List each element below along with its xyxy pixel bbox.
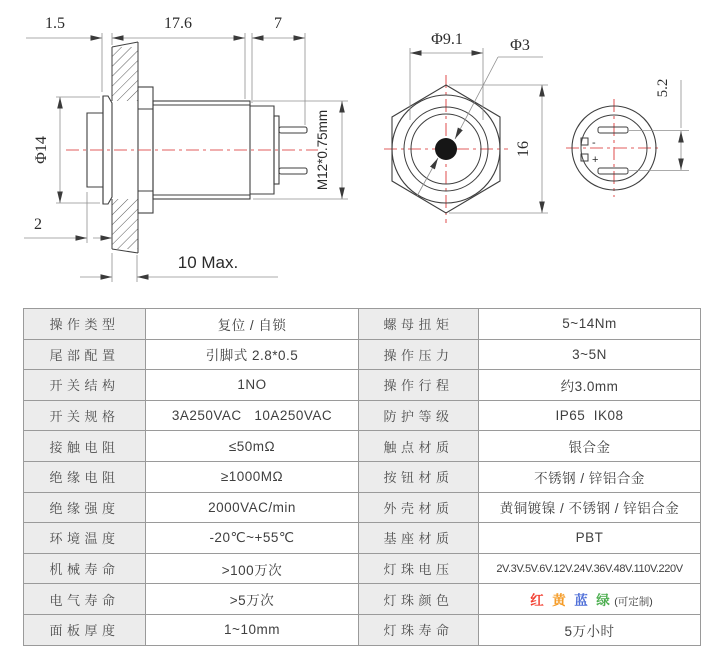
terminal-pin-top [279, 127, 307, 133]
spec-value-cell: >100万次 [146, 553, 359, 584]
spec-label-cell: 外壳材质 [359, 492, 479, 523]
dim-5-2: 5.2 [655, 78, 671, 98]
spec-row [24, 309, 701, 340]
rear-view-drawing [566, 79, 689, 197]
spec-value-cell: 5~14Nm [479, 309, 701, 340]
dim-1-5: 1.5 [45, 15, 65, 32]
spec-label-cell: 操作行程 [359, 370, 479, 401]
spec-value-cell: 3A250VAC 10A250VAC [146, 400, 359, 431]
spec-label-cell: 电气寿命 [24, 584, 146, 615]
spec-value-cell: 引脚式 2.8*0.5 [146, 339, 359, 370]
spec-row [24, 492, 701, 523]
spec-value-cell: 复位 / 自锁 [146, 309, 359, 340]
spec-value-cell: 1NO [146, 370, 359, 401]
terminal-pin-bottom [279, 168, 307, 174]
spec-value-cell: ≥1000MΩ [146, 461, 359, 492]
spec-value-cell: ≤50mΩ [146, 431, 359, 462]
spec-label-cell: 按钮材质 [359, 461, 479, 492]
spec-row [24, 400, 701, 431]
spec-value-cell: 5万小时 [479, 614, 701, 645]
led-color-option: 蓝 [574, 593, 589, 609]
polarity-plus-label: + [592, 154, 599, 166]
led-color-note: (可定制) [614, 596, 653, 609]
spec-table-body [24, 309, 701, 646]
spec-value-cell: 不锈钢 / 锌铝合金 [479, 461, 701, 492]
spec-row [24, 523, 701, 554]
polarity-minus-label: - [592, 137, 596, 149]
spec-label-cell: 开关规格 [24, 400, 146, 431]
dim-16: 16 [515, 141, 532, 157]
spec-label-cell: 灯珠颜色 [359, 584, 479, 615]
spec-value-cell: 2V.3V.5V.6V.12V.24V.36V.48V.110V.220V [479, 553, 701, 584]
spec-value-cell: 黄铜镀镍 / 不锈钢 / 锌铝合金 [479, 492, 701, 523]
dim-7: 7 [274, 15, 282, 32]
spec-label-cell: 灯珠寿命 [359, 614, 479, 645]
dim-2: 2 [34, 216, 42, 233]
dim-phi14: Φ14 [33, 136, 50, 164]
spec-label-cell: 螺母扭矩 [359, 309, 479, 340]
spec-label-cell: 绝缘电阻 [24, 461, 146, 492]
spec-row [24, 584, 701, 615]
spec-label-cell: 触点材质 [359, 431, 479, 462]
spec-label-cell: 灯珠电压 [359, 553, 479, 584]
spec-value-cell: 约3.0mm [479, 370, 701, 401]
spec-value-cell: 2000VAC/min [146, 492, 359, 523]
spec-label-cell: 操作类型 [24, 309, 146, 340]
side-view-drawing [24, 15, 348, 282]
rear-pin-top [598, 127, 628, 133]
dim-thread-m12: M12*0.75mm [315, 109, 330, 191]
led-color-option: 绿 [596, 593, 611, 609]
spec-label-cell: 机械寿命 [24, 553, 146, 584]
led-dot [435, 138, 457, 160]
dim-phi3: Φ3 [510, 37, 530, 54]
spec-label-cell: 尾部配置 [24, 339, 146, 370]
spec-row [24, 553, 701, 584]
spec-label-cell: 操作压力 [359, 339, 479, 370]
spec-row [24, 370, 701, 401]
led-color-option: 黄 [552, 593, 567, 609]
spec-value-cell: 3~5N [479, 339, 701, 370]
spec-label-cell: 接触电阻 [24, 431, 146, 462]
spec-row [24, 614, 701, 645]
spec-value-cell: PBT [479, 523, 701, 554]
spec-label-cell: 基座材质 [359, 523, 479, 554]
spec-row [24, 339, 701, 370]
spec-label-cell: 防护等级 [359, 400, 479, 431]
dim-17-6: 17.6 [164, 15, 192, 32]
spec-row [24, 431, 701, 462]
spec-label-cell: 环境温度 [24, 523, 146, 554]
rear-pin-bottom [598, 168, 628, 174]
spec-label-cell: 开关结构 [24, 370, 146, 401]
spec-table [23, 308, 701, 646]
spec-row [24, 461, 701, 492]
dim-phi9-1: Φ9.1 [431, 31, 463, 48]
spec-value-cell: >5万次 [146, 584, 359, 615]
panel-hatch-top [112, 47, 138, 101]
technical-drawings [0, 0, 711, 300]
spec-value-cell [479, 584, 701, 615]
spec-label-cell: 绝缘强度 [24, 492, 146, 523]
led-color-option: 红 [530, 593, 545, 609]
spec-label-cell: 面板厚度 [24, 614, 146, 645]
panel-hatch-bottom [112, 199, 138, 249]
spec-value-cell: 银合金 [479, 431, 701, 462]
spec-value-cell: IP65 IK08 [479, 400, 701, 431]
dim-10-max: 10 Max. [177, 253, 239, 272]
front-view-drawing [384, 31, 548, 223]
spec-value-cell: 1~10mm [146, 614, 359, 645]
spec-value-cell: -20℃~+55℃ [146, 523, 359, 554]
